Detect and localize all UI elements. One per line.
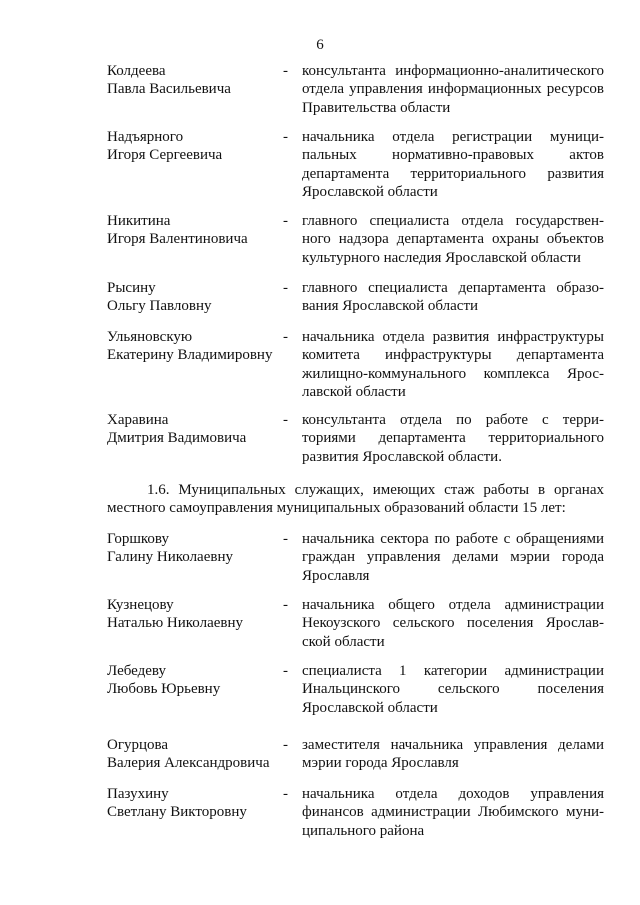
given-names: Екатерину Владимировну	[107, 347, 273, 364]
position-line: жилищно-коммунального комплекса Ярос-	[302, 365, 604, 382]
surname: Рысину	[107, 280, 156, 296]
surname: Никитина	[107, 213, 171, 229]
person-name	[107, 662, 283, 717]
given-names: Ольгу Павловну	[107, 298, 212, 315]
position-text	[302, 62, 604, 117]
position-line: ного надзора департамента охраны объектов	[302, 231, 604, 248]
person-name	[107, 530, 283, 585]
dash-separator: -	[283, 63, 288, 79]
position-text	[302, 328, 604, 402]
surname: Кузнецову	[107, 597, 174, 613]
award-entry	[107, 128, 604, 202]
given-names: Галину Николаевну	[107, 549, 233, 566]
position-line: Правительства области	[302, 99, 451, 116]
position-line: ской области	[302, 633, 385, 650]
position-line: лавской области	[302, 384, 406, 401]
position-line: культурного наследия Ярославской области	[302, 249, 581, 266]
given-names: Любовь Юрьевну	[107, 681, 221, 698]
position-line: ториями департамента территориального	[302, 430, 604, 447]
position-line: мэрии города Ярославля	[302, 755, 459, 772]
position-line: вания Ярославской области	[302, 298, 479, 315]
surname: Ульяновскую	[107, 329, 193, 345]
position-line: главного специалиста департамента образо-	[302, 280, 604, 296]
award-entry	[107, 662, 604, 717]
person-name	[107, 411, 283, 466]
given-names: Валерия Александровича	[107, 755, 270, 772]
surname: Колдеева	[107, 63, 166, 79]
section-heading	[107, 481, 604, 518]
position-line: главного специалиста отдела государствен-	[302, 213, 604, 229]
position-text	[302, 279, 604, 316]
position-line: специалиста 1 категории администрации	[302, 663, 604, 679]
award-entry	[107, 596, 604, 651]
award-entry	[107, 785, 604, 840]
position-line: департамента территориального развития	[302, 165, 604, 182]
given-names: Наталью Николаевну	[107, 615, 244, 632]
position-text	[302, 596, 604, 651]
award-entry	[107, 212, 604, 267]
position-line: начальника отдела регистрации муници-	[302, 129, 604, 145]
surname: Надъярного	[107, 129, 184, 145]
person-name	[107, 785, 283, 840]
surname: Пазухину	[107, 786, 169, 802]
section-line: местного самоуправления муниципальных образований области 15 лет:	[107, 500, 566, 517]
award-entry	[107, 530, 604, 585]
position-text	[302, 530, 604, 585]
position-line: консультанта отдела по работе с терри-	[302, 412, 604, 428]
section-line: 1.6. Муниципальных служащих, имеющих стаж работы в органах	[147, 482, 604, 498]
position-line: ципального района	[302, 822, 425, 839]
person-name	[107, 328, 283, 402]
surname: Горшкову	[107, 531, 169, 547]
position-line: заместителя начальника управления делами	[302, 737, 604, 753]
position-line: комитета инфраструктуры департамента	[302, 347, 604, 364]
position-line: консультанта информационно-аналитического	[302, 63, 604, 79]
given-names: Светлану Викторовну	[107, 804, 247, 821]
position-line: Некоузского сельского поселения Ярослав-	[302, 615, 604, 632]
person-name	[107, 279, 283, 316]
position-line: Ярославля	[302, 567, 370, 584]
position-text	[302, 736, 604, 773]
position-text	[302, 128, 604, 202]
position-text	[302, 662, 604, 717]
surname: Огурцова	[107, 737, 169, 753]
dash-separator: -	[283, 786, 288, 802]
person-name	[107, 736, 283, 773]
position-line: пальных нормативно-правовых актов	[302, 147, 604, 164]
position-line: Ярославской области	[302, 184, 438, 201]
position-text	[302, 785, 604, 840]
given-names: Павла Васильевича	[107, 81, 231, 98]
award-entry	[107, 62, 604, 117]
position-line: Инальцинского сельского поселения	[302, 681, 604, 698]
position-line: начальника общего отдела администрации	[302, 597, 604, 613]
surname: Лебедеву	[107, 663, 166, 679]
position-line: граждан управления делами мэрии города	[302, 549, 604, 566]
page-number: 6	[316, 37, 324, 53]
given-names: Игоря Валентиновича	[107, 231, 248, 248]
dash-separator: -	[283, 597, 288, 613]
position-text	[302, 411, 604, 466]
person-name	[107, 596, 283, 651]
position-line: начальника отдела доходов управления	[302, 786, 604, 802]
position-line: отдела управления информационных ресурсов	[302, 81, 604, 98]
surname: Харавина	[107, 412, 169, 428]
award-entry	[107, 328, 604, 402]
dash-separator: -	[283, 213, 288, 229]
position-line: Ярославской области	[302, 699, 438, 716]
dash-separator: -	[283, 412, 288, 428]
person-name	[107, 128, 283, 202]
award-entry	[107, 736, 604, 773]
dash-separator: -	[283, 129, 288, 145]
position-text	[302, 212, 604, 267]
person-name	[107, 62, 283, 117]
award-entry	[107, 279, 604, 316]
given-names: Дмитрия Вадимовича	[107, 430, 247, 447]
dash-separator: -	[283, 329, 288, 345]
award-entry	[107, 411, 604, 466]
dash-separator: -	[283, 663, 288, 679]
person-name	[107, 212, 283, 267]
position-line: начальника отдела развития инфраструктуры	[302, 329, 604, 345]
position-line: финансов администрации Любимского муни-	[302, 804, 604, 821]
dash-separator: -	[283, 737, 288, 753]
given-names: Игоря Сергеевича	[107, 147, 223, 164]
dash-separator: -	[283, 531, 288, 547]
position-line: начальника сектора по работе с обращениями	[302, 531, 604, 547]
dash-separator: -	[283, 280, 288, 296]
position-line: развития Ярославской области.	[302, 448, 502, 465]
